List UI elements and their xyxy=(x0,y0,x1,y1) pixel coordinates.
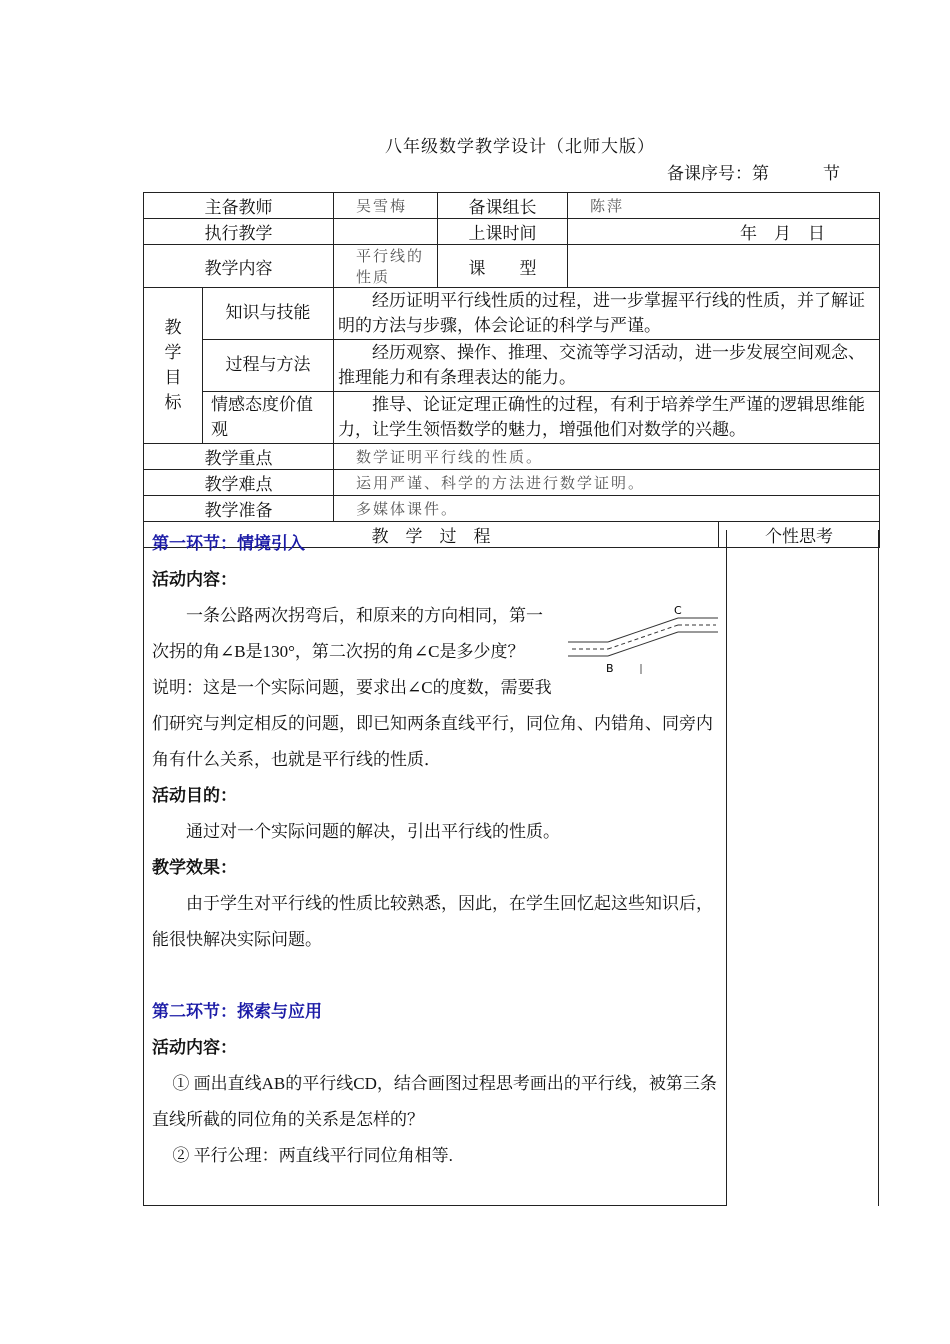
type-label: 课 型 xyxy=(438,245,568,288)
type-value xyxy=(568,245,880,288)
section1-activity-label: 活动内容： xyxy=(152,570,237,590)
lesson-info-table xyxy=(143,192,880,548)
section1-purpose-text: 通过对一个实际问题的解决，引出平行线的性质。 xyxy=(186,822,560,841)
section1-purpose-label: 活动目的： xyxy=(152,786,237,806)
section2-activity-label: 活动内容： xyxy=(152,1038,237,1058)
content-value: 平行线的性质 xyxy=(334,245,438,288)
reflection-header: 个性思考 xyxy=(719,522,880,548)
goal-knowledge-label: 知识与技能 xyxy=(203,288,334,340)
main-teacher-value: 吴雪梅 xyxy=(334,193,438,219)
lesson-serial xyxy=(667,159,840,184)
exec-teacher-label: 执行教学 xyxy=(144,219,334,245)
class-time-label: 上课时间 xyxy=(438,219,568,245)
exec-teacher-value xyxy=(334,219,438,245)
section1-effect-text: 由于学生对平行线的性质比较熟悉，因此，在学生回忆起这些知识后，能很快解决实际问题。 xyxy=(152,894,713,949)
point-c-label: C xyxy=(674,604,682,617)
content-label: 教学内容 xyxy=(144,245,334,288)
difficulties-label: 教学难点 xyxy=(144,470,334,496)
section1-activity-text: 一条公路两次拐弯后，和原来的方向相同，第一次拐的角∠B是130°，第二次拐的角∠C是多少度？ xyxy=(152,606,543,661)
group-leader-label: 备课组长 xyxy=(438,193,568,219)
document-title: 八年级数学教学设计（北师大版） xyxy=(385,137,655,157)
goal-process-label: 过程与方法 xyxy=(203,340,334,392)
road-turn-figure xyxy=(566,604,722,694)
goal-knowledge-text: 经历证明平行线性质的过程，进一步掌握平行线的性质，并了解证明的方法与步骤，体会论证的科学与严谨。 xyxy=(334,288,880,340)
key-points-text: 数学证明平行线的性质。 xyxy=(334,444,880,470)
class-time-value: 年 月 日 xyxy=(568,219,880,245)
teaching-process-column xyxy=(143,530,727,1206)
serial-label: 备课序号：第 xyxy=(667,164,769,184)
process-header: 教 学 过 程 xyxy=(144,522,719,548)
goal-process-text: 经历观察、操作、推理、交流等学习活动，进一步发展空间观念、推理能力和有条理表达的能力。 xyxy=(334,340,880,392)
point-b-label: B xyxy=(606,662,614,675)
main-teacher-label: 主备教师 xyxy=(144,193,334,219)
goals-label: 教 学 目 标 xyxy=(144,288,203,444)
goal-emotion-label: 情感态度价值观 xyxy=(203,392,334,444)
section1-title: 第一环节：情境引入 xyxy=(152,534,305,554)
section2-item2: ② 平行公理：两直线平行同位角相等. xyxy=(172,1146,453,1165)
goal-emotion-text: 推导、论证定理正确性的过程，有利于培养学生严谨的逻辑思维能力，让学生领悟数学的魅力，增强他们对数学的兴趣。 xyxy=(334,392,880,444)
group-leader-value: 陈萍 xyxy=(568,193,880,219)
section1-note: 说明：这是一个实际问题，要求出∠C的度数，需要我们研究与判定相反的问题，即已知两条直线平行，同位角、内错角、同旁内角有什么关系，也就是平行线的性质． xyxy=(152,678,713,769)
reflection-column xyxy=(727,530,879,1206)
preparation-label: 教学准备 xyxy=(144,496,334,522)
preparation-text: 多媒体课件。 xyxy=(334,496,880,522)
serial-unit: 节 xyxy=(823,164,840,184)
section2-item1: ① 画出直线AB的平行线CD，结合画图过程思考画出的平行线，被第三条直线所截的同位角的关系是怎样的？ xyxy=(152,1074,717,1129)
key-points-label: 教学重点 xyxy=(144,444,334,470)
section2-title: 第二环节：探索与应用 xyxy=(152,1002,322,1022)
section1-effect-label: 教学效果： xyxy=(152,858,237,878)
spacer xyxy=(152,958,718,994)
difficulties-text: 运用严谨、科学的方法进行数学证明。 xyxy=(334,470,880,496)
